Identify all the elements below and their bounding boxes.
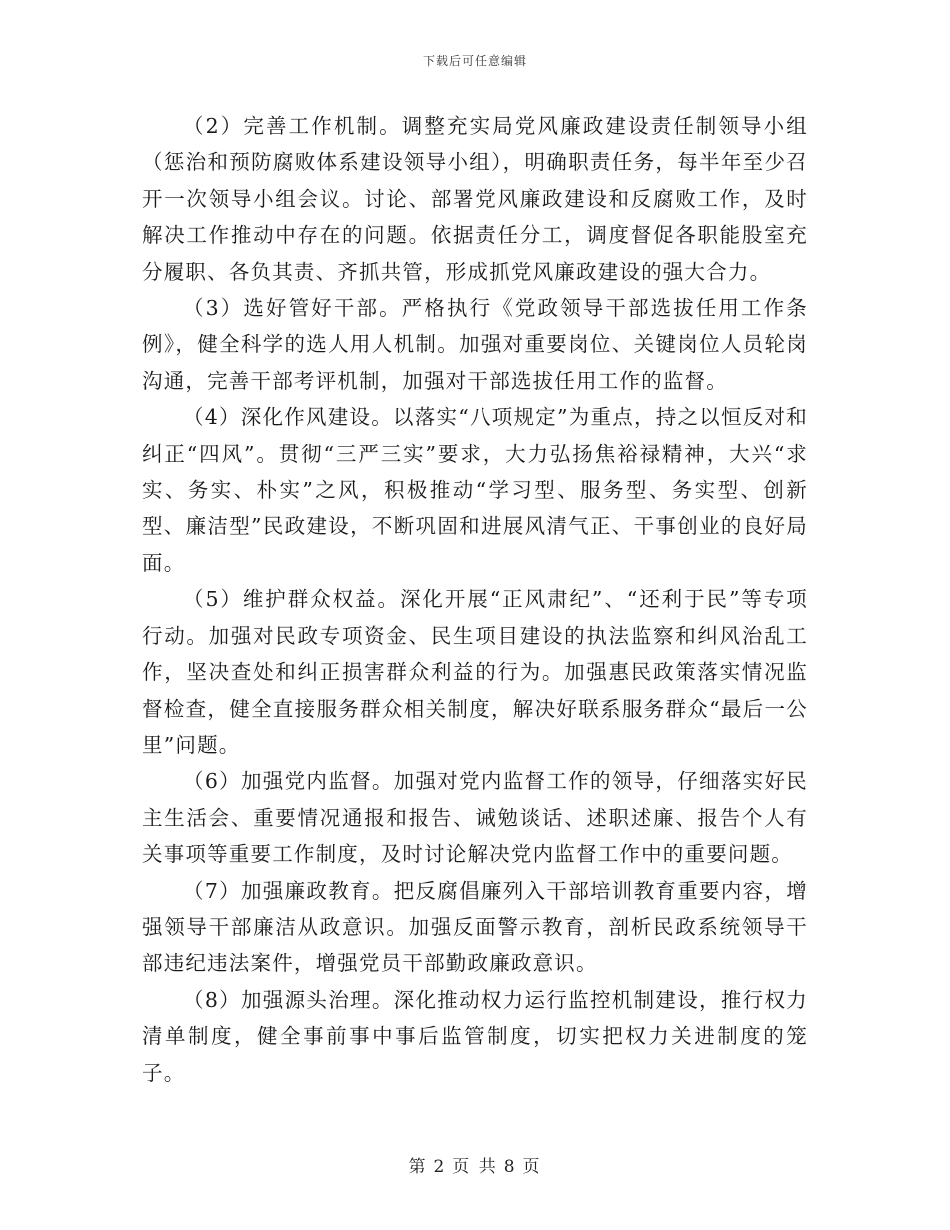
paragraph-item-5: （5）维护群众权益。深化开展“正风肃纪”、“还利于民”等专项行动。加强对民政专项资金、民生项目建设的执法监察和纠风治乱工作，坚决查处和纠正损害群众利益的行为。加强惠民政策落实情况监督检查，健全直接服务群众相关制度，解决好联系服务群众“最后一公里”问题。: [142, 587, 808, 757]
total-pages: 8: [503, 1157, 517, 1177]
document-body: [142, 108, 808, 1091]
paragraph-item-2: （2）完善工作机制。调整充实局党风廉政建设责任制领导小组（惩治和预防腐败体系建设领导小组），明确职责任务，每半年至少召开一次领导小组会议。讨论、部署党风廉政建设和反腐败工作，及时解决工作推动中存在的问题。依据责任分工，调度督促各职能股室充分履职、各负其责、齐抓共管，形成抓党风廉政建设的强大合力。: [142, 114, 808, 284]
paragraph-item-6: （6）加强党内监督。加强对党内监督工作的领导，仔细落实好民主生活会、重要情况通报和报告、诫勉谈话、述职述廉、报告个人有关事项等重要工作制度，及时讨论解决党内监督工作中的重要问题。: [142, 769, 808, 867]
footer-prefix: 第: [408, 1157, 428, 1177]
paragraph-item-7: （7）加强廉政教育。把反腐倡廉列入干部培训教育重要内容，增强领导干部廉洁从政意识。加强反面警示教育，剖析民政系统领导干部违纪违法案件，增强党员干部勤政廉政意识。: [142, 878, 808, 976]
page-header: 下载后可任意编辑: [422, 54, 527, 68]
page-number: 2: [433, 1157, 447, 1177]
paragraph-item-3: （3）选好管好干部。严格执行《党政领导干部选拔任用工作条例》，健全科学的选人用人机制。加强对重要岗位、关键岗位人员轮岗沟通，完善干部考评机制，加强对干部选拔任用工作的监督。: [142, 296, 808, 393]
paragraph-item-8: （8）加强源头治理。深化推动权力运行监控机制建设，推行权力清单制度，健全事前事中事后监管制度，切实把权力关进制度的笼子。: [142, 987, 808, 1085]
page-footer: [0, 1152, 950, 1177]
footer-middle: 页 共: [452, 1157, 498, 1177]
footer-suffix: 页: [522, 1157, 542, 1177]
paragraph-item-4: （4）深化作风建设。以落实“八项规定”为重点，持之以恒反对和纠正“四风”。贯彻“三严三实”要求，大力弘扬焦裕禄精神，大兴“求实、务实、朴实”之风，积极推动“学习型、服务型、务实型、创新型、廉洁型”民政建设，不断巩固和进展风清气正、干事创业的良好局面。: [142, 405, 808, 575]
